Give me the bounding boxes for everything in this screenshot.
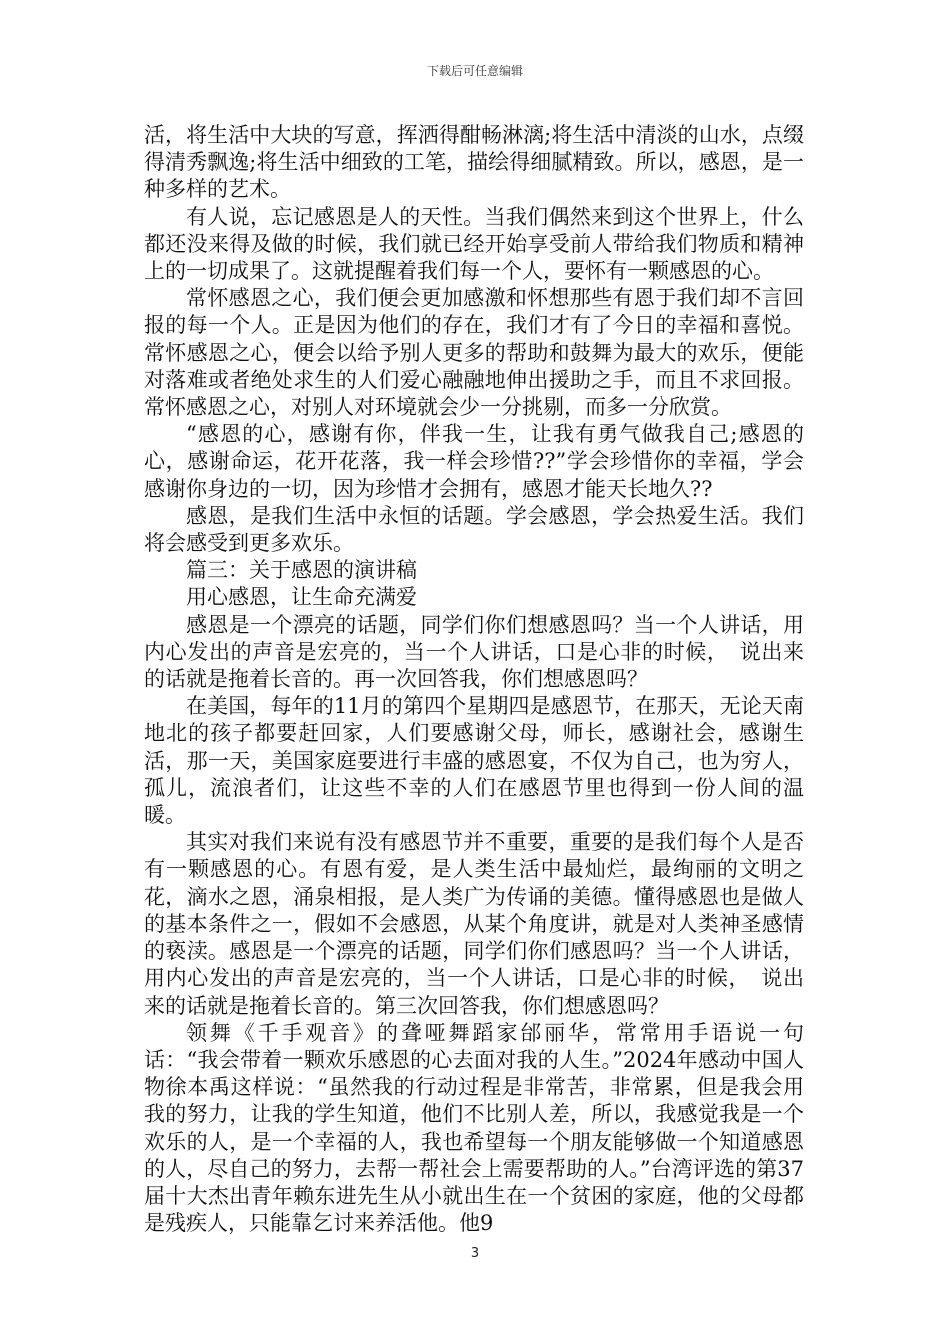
paragraph: 其实对我们来说有没有感恩节并不重要，重要的是我们每个人是否有一颗感恩的心。有恩有爱，是人类生活中最灿烂，最绚丽的文明之花，滴水之恩，涌泉相报，是人类广为传诵的美德。懂得感恩也是做人的基本条件之一，假如不会感恩，从某个角度讲，就是对人类神圣感情的亵渎。感恩是一个漂亮的话题，同学们你们感恩吗？当一个人讲话，用内心发出的声音是宏亮的，当一个人讲话，口是心非的时候， 说出来的话就是拖着长音的。第三次回答我，你们想感恩吗？: [144, 830, 804, 1018]
paragraph: 有人说，忘记感恩是人的天性。当我们偶然来到这个世界上，什么都还没来得及做的时候，我们就已经开始享受前人带给我们物质和精神上的一切成果了。这就提醒着我们每一个人，要怀有一颗感恩的心。: [144, 204, 804, 284]
paragraph: 感恩是一个漂亮的话题，同学们你们想感恩吗？当一个人讲话，用内心发出的声音是宏亮的，当一个人讲话，口是心非的时候， 说出来的话就是拖着长音的。再一次回答我，你们想感恩吗？: [144, 612, 804, 692]
section-subtitle: 用心感恩，让生命充满爱: [186, 585, 417, 610]
paragraph: 常怀感恩之心，我们便会更加感激和怀想那些有恩于我们却不言回报的每一个人。正是因为他们的存在，我们才有了今日的幸福和喜悦。常怀感恩之心，便会以给予别人更多的帮助和鼓舞为最大的欢乐，便能对落难或者绝处求生的人们爱心融融地伸出援助之手，而且不求回报。常怀感恩之心，对别人对环境就会少一分挑剔，而多一分欣赏。: [144, 286, 804, 420]
paragraph: 领舞《千手观音》的聋哑舞蹈家邰丽华，常常用手语说一句话：“我会带着一颗欢乐感恩的心去面对我的人生。”2024年感动中国人物徐本禹这样说：“虽然我的行动过程是非常苦，非常累，但是我会用我的努力，让我的学生知道，他们不比别人差，所以，我感觉我是一个欢乐的人，是一个幸福的人，我也希望每一个朋友能够做一个知道感恩的人，尽自己的努力，去帮一帮社会上需要帮助的人。”台湾评选的第37届十大杰出青年赖东进先生从小就出生在一个贫困的家庭，他的父母都是残疾人，只能靠乞讨来养活他。他9: [144, 1020, 804, 1236]
paragraph: 感恩，是我们生活中永恒的话题。学会感恩，学会热爱生活。我们将会感受到更多欢乐。: [144, 503, 804, 556]
page-number: 3: [470, 1246, 480, 1261]
page-header-note: 下载后可任意编辑: [426, 64, 523, 78]
paragraph: 在美国，每年的11月的第四个星期四是感恩节，在那天，无论天南地北的孩子都要赶回家，人们要感谢父母，师长，感谢社会，感谢生活，那一天，美国家庭要进行丰盛的感恩宴，不仅为自己，也为穷人，孤儿，流浪者们，让这些不幸的人们在感恩节里也得到一份人间的温暖。: [144, 694, 804, 828]
paragraph: “感恩的心，感谢有你，伴我一生，让我有勇气做我自己;感恩的心，感谢命运，花开花落，我一样会珍惜??”学会珍惜你的幸福，学会感谢你身边的一切，因为珍惜才会拥有，感恩才能天长地久??: [144, 422, 804, 501]
section-heading: 篇三：关于感恩的演讲稿: [186, 558, 417, 583]
paragraph: 活，将生活中大块的写意，挥洒得酣畅淋漓;将生活中清淡的山水，点缀得清秀飘逸;将生活中细致的工笔，描绘得细腻精致。所以，感恩，是一种多样的艺术。: [144, 123, 804, 202]
document-body: [144, 122, 804, 1237]
